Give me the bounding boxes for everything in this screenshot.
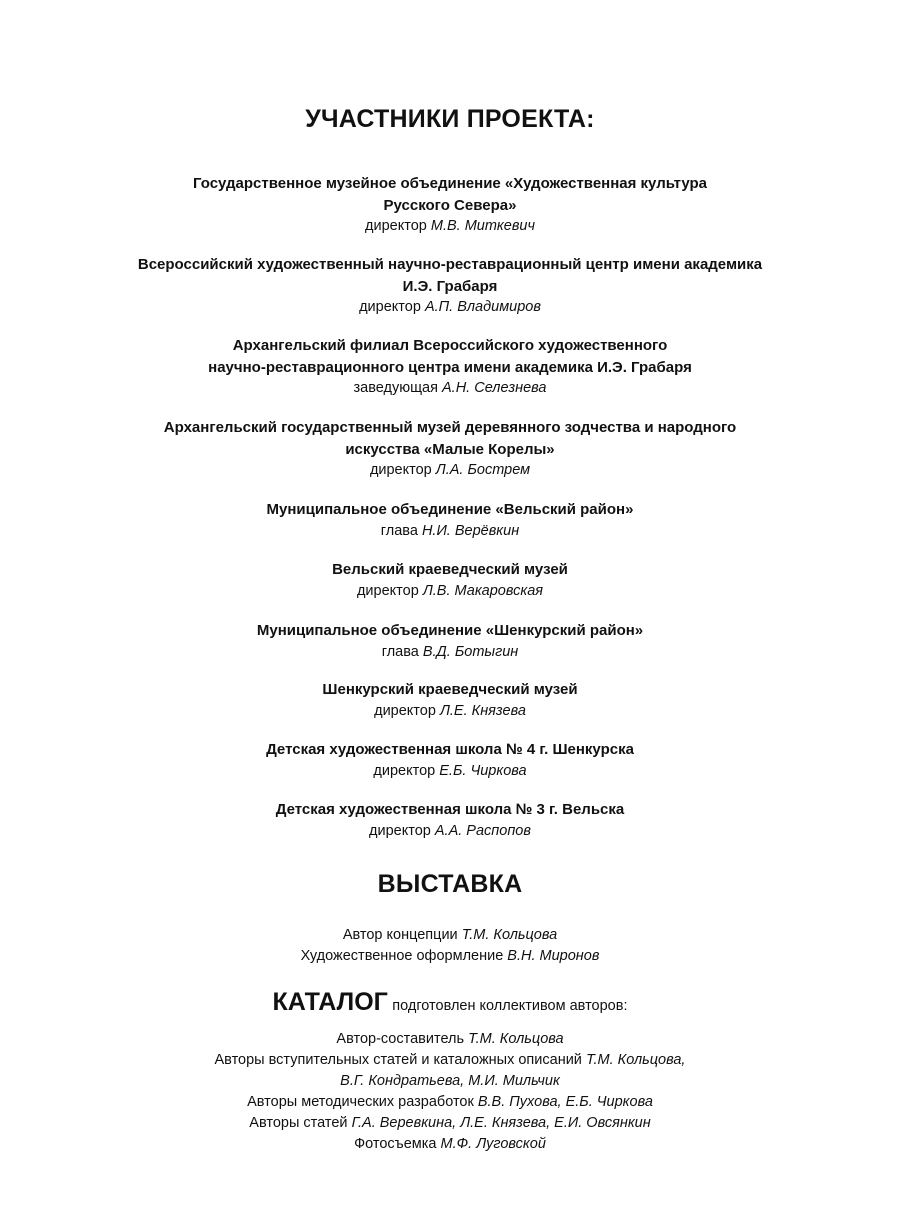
organization-name: научно-реставрационного центра имени академика И.Э. Грабаря [208,358,692,376]
head-role: глава [381,643,419,660]
head-role: глава [380,522,418,539]
credit-line [0,1134,900,1155]
participant-entry [0,620,900,663]
head-name: А.П. Владимиров [424,299,541,315]
head-name: Л.А. Бострем [435,462,531,478]
participant-entry [0,739,900,782]
head-role: директор [356,582,419,599]
credit-name: Т.М. Кольцова [461,927,558,943]
credit-line [0,1092,900,1113]
organization-name: Муниципальное объединение «Вельский район» [266,501,634,518]
exhibition-credits [0,925,900,967]
credit-role: Художественное оформление [300,948,504,964]
head-line [0,701,900,722]
head-line [0,761,900,782]
organization-name: Архангельский филиал Всероссийского художественного [232,337,668,354]
credit-role: Фотосъемка [354,1136,437,1152]
credit-line [0,1071,900,1092]
head-line [0,460,900,481]
credit-name: В.Г. Кондратьева, М.И. Мильчик [340,1073,560,1089]
participant-entry [0,173,900,237]
head-role: директор [369,822,431,839]
organization-name: Всероссийский художественный научно-реставрационный центр имени академика [137,256,763,273]
catalog-heading [0,988,900,1017]
credit-line [0,1029,900,1050]
participant-entry [0,254,900,318]
head-role: директор [374,702,436,719]
credit-line [0,925,900,946]
catalog-title: КАТАЛОГ [272,988,388,1016]
head-line [0,378,900,399]
participant-entry [0,679,900,722]
head-line [0,642,900,663]
credit-name: Т.М. Кольцова [468,1031,564,1047]
head-name: Е.Б. Чиркова [439,762,527,779]
credit-line [0,1113,900,1134]
credit-name: В.В. Пухова, Е.Б. Чиркова [477,1094,653,1110]
organization-name: искусства «Малые Корелы» [345,440,555,458]
organization-name: Вельский краеведческий музей [332,561,568,578]
credit-name: В.Н. Миронов [507,948,600,964]
credit-role: Авторы методических разработок [247,1094,474,1110]
head-name: Н.И. Верёвкин [421,522,520,539]
head-line [0,297,900,318]
head-role: директор [369,462,432,478]
organization-name: Государственное музейное объединение «Художественная культура [192,175,708,192]
head-line [0,521,900,542]
catalog-subtitle: подготовлен коллективом авторов: [392,998,628,1014]
head-line [0,581,900,602]
credit-line [0,1050,900,1071]
credit-name: М.Ф. Луговской [440,1136,546,1152]
head-name: В.Д. Ботыгин [422,643,519,660]
catalog-credits [0,1029,900,1155]
participant-entry [0,559,900,602]
organization-name: Шенкурский краеведческий музей [322,681,578,698]
head-name: Л.В. Макаровская [422,582,544,599]
head-name: Л.Е. Князева [439,702,526,719]
participant-entry [0,799,900,842]
organization-name: Детская художественная школа № 3 г. Вельска [275,801,625,818]
head-name: А.А. Распопов [434,822,531,839]
participant-entry [0,417,900,481]
head-line [0,216,900,237]
credit-role: Авторы статей [249,1115,348,1131]
head-role: директор [365,218,427,234]
credit-role: Авторы вступительных статей и каталожных описаний [214,1052,582,1068]
organization-name: Детская художественная школа № 4 г. Шенкурска [266,741,634,758]
head-role: заведующая [353,380,438,396]
organization-name: И.Э. Грабаря [402,277,498,295]
head-name: М.В. Миткевич [430,218,535,234]
head-line [0,821,900,842]
head-name: А.Н. Селезнева [442,380,547,396]
page-title: УЧАСТНИКИ ПРОЕКТА: [305,105,595,133]
organization-name: Муниципальное объединение «Шенкурский район» [256,622,644,639]
credit-name: Т.М. Кольцова, [585,1052,686,1068]
organization-name: Русского Севера» [383,196,517,214]
organization-name: Архангельский государственный музей деревянного зодчества и народного [163,419,737,436]
head-role: директор [359,299,421,315]
credit-role: Автор концепции [342,927,458,943]
credit-line [0,946,900,967]
credit-name: Г.А. Веревкина, Л.Е. Князева, Е.И. Овсянкин [351,1115,651,1131]
participant-entry [0,335,900,399]
head-role: директор [373,762,436,779]
exhibition-heading: ВЫСТАВКА [377,870,523,898]
credit-role: Автор-составитель [336,1031,465,1047]
participant-entry [0,499,900,542]
